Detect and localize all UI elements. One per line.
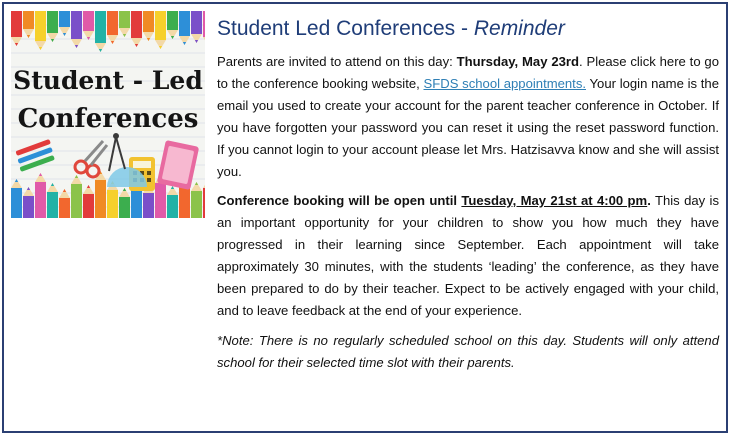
booking-body: This day is an important opportunity for your children to show you how much they have progressed in their learning since September. Each appointment will take approximately 30 minutes, with the students ‘leading’ the conference, as they have been prepared to do by their teacher. Expect to be actively engaged with your child, and to leave feedback at the end of your experience. [217, 193, 719, 318]
invitation-text-3: Your login name is the email you used to create your account for the parent teacher conference in October. If you have forgotten your password you can reset it using the reset password function. If you cannot login to your account please let Mrs. Hatzisavva know and she will assist you. [217, 76, 719, 179]
booking-lead-text: Conference booking will be open until [217, 193, 462, 208]
announcement-card [2, 2, 728, 433]
top-pencils-illustration [11, 11, 205, 52]
note-paragraph: *Note: There is no regularly scheduled school on this day. Students will only attend school for their selected time slot with their parents. [217, 333, 719, 370]
appointments-link[interactable]: SFDS school appointments. [423, 76, 586, 91]
page-title [217, 16, 719, 42]
booking-period: . [647, 193, 651, 208]
booking-deadline: Tuesday, May 21st at 4:00 pm [461, 193, 648, 208]
conference-banner-image [11, 11, 205, 218]
event-date: Thursday, May 23rd [456, 54, 579, 69]
booking-lead [217, 193, 651, 208]
invitation-text-1: Parents are invited to attend on this day: [217, 54, 457, 69]
banner-text-line2: Conferences [17, 104, 199, 134]
booking-paragraph [217, 190, 719, 322]
title-emphasis: Reminder [473, 17, 565, 40]
announcement-content [217, 16, 719, 381]
invitation-paragraph [217, 51, 719, 183]
invitation-text-2: . Please click here to go to the conference booking website, [217, 54, 719, 91]
banner-text-line1: Student - Led [13, 66, 203, 95]
title-main: Student Led Conferences - [217, 17, 474, 40]
